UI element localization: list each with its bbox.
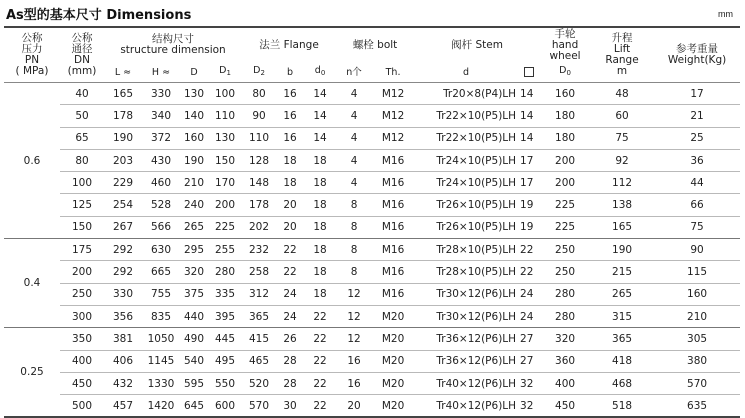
cell-dn: 65 [60, 127, 104, 149]
cell-b: 20 [276, 216, 304, 238]
cell-d0: 22 [304, 305, 336, 327]
cell-hw: 225 [540, 194, 590, 216]
cell-lift: 190 [590, 239, 654, 261]
cell-sq: 17 [518, 172, 540, 194]
cell-w: 160 [654, 283, 740, 305]
cell-w: 75 [654, 216, 740, 238]
table-row [4, 216, 740, 238]
cell-b: 16 [276, 83, 304, 105]
cell-stem: Tr24×10(P5)LH [414, 149, 518, 171]
table-container [4, 26, 740, 418]
cell-D2: 570 [242, 395, 276, 418]
cell-D1: 600 [208, 395, 242, 418]
cell-n: 4 [336, 83, 372, 105]
cell-D2: 80 [242, 83, 276, 105]
table-row [4, 194, 740, 216]
cell-sq: 27 [518, 328, 540, 350]
cell-D2: 128 [242, 149, 276, 171]
cell-th: M12 [372, 105, 414, 127]
cell-dn: 40 [60, 83, 104, 105]
cell-d0: 18 [304, 261, 336, 283]
cell-d0: 22 [304, 395, 336, 418]
cell-sq: 14 [518, 105, 540, 127]
cell-H: 528 [142, 194, 180, 216]
header-L: L ≈ [114, 66, 132, 78]
cell-d0: 18 [304, 283, 336, 305]
cell-H: 630 [142, 239, 180, 261]
cell-D1: 445 [208, 328, 242, 350]
cell-w: 570 [654, 372, 740, 394]
cell-d0: 18 [304, 194, 336, 216]
cell-w: 25 [654, 127, 740, 149]
table-row [4, 83, 740, 105]
cell-D: 295 [180, 239, 208, 261]
cell-H: 330 [142, 83, 180, 105]
cell-hw: 250 [540, 239, 590, 261]
cell-th: M16 [372, 149, 414, 171]
header-square [518, 62, 540, 83]
cell-D: 210 [180, 172, 208, 194]
header-row-1 [4, 27, 740, 62]
cell-th: M20 [372, 395, 414, 418]
cell-stem: Tr40×12(P6)LH [414, 372, 518, 394]
table-row [4, 350, 740, 372]
cell-w: 305 [654, 328, 740, 350]
header-d0: $d_0$ [314, 65, 326, 77]
cell-D2: 365 [242, 305, 276, 327]
cell-dn: 250 [60, 283, 104, 305]
cell-D: 130 [180, 83, 208, 105]
cell-sq: 22 [518, 261, 540, 283]
cell-th: M16 [372, 239, 414, 261]
cell-hw: 180 [540, 127, 590, 149]
cell-lift: 48 [590, 83, 654, 105]
cell-D2: 148 [242, 172, 276, 194]
cell-L: 190 [104, 127, 142, 149]
cell-D2: 90 [242, 105, 276, 127]
cell-H: 1145 [142, 350, 180, 372]
cell-b: 22 [276, 261, 304, 283]
cell-d0: 18 [304, 216, 336, 238]
cell-n: 20 [336, 395, 372, 418]
cell-H: 1330 [142, 372, 180, 394]
cell-H: 372 [142, 127, 180, 149]
cell-n: 4 [336, 127, 372, 149]
cell-lift: 165 [590, 216, 654, 238]
cell-b: 28 [276, 372, 304, 394]
cell-w: 66 [654, 194, 740, 216]
cell-n: 12 [336, 283, 372, 305]
cell-th: M20 [372, 372, 414, 394]
cell-H: 460 [142, 172, 180, 194]
table-row [4, 127, 740, 149]
cell-b: 24 [276, 283, 304, 305]
header-stem: 阀杆 Stem [451, 38, 503, 51]
header-handwheel: 手轮 hand wheel [549, 27, 581, 62]
cell-D1: 395 [208, 305, 242, 327]
cell-th: M20 [372, 350, 414, 372]
cell-n: 16 [336, 372, 372, 394]
cell-sq: 19 [518, 216, 540, 238]
cell-H: 430 [142, 149, 180, 171]
cell-w: 44 [654, 172, 740, 194]
cell-stem: Tr26×10(P5)LH [414, 194, 518, 216]
cell-D2: 110 [242, 127, 276, 149]
cell-b: 26 [276, 328, 304, 350]
cell-stem: Tr24×10(P5)LH [414, 172, 518, 194]
table-row [4, 105, 740, 127]
cell-L: 406 [104, 350, 142, 372]
cell-w: 90 [654, 239, 740, 261]
cell-L: 292 [104, 239, 142, 261]
cell-L: 292 [104, 261, 142, 283]
cell-w: 36 [654, 149, 740, 171]
cell-dn: 50 [60, 105, 104, 127]
cell-hw: 225 [540, 216, 590, 238]
table-row [4, 395, 740, 418]
cell-sq: 14 [518, 127, 540, 149]
page-title: As型的基本尺寸 Dimensions [6, 8, 192, 23]
header-pn: 公称 压力 PN ( MPa) [15, 32, 49, 77]
table-row [4, 261, 740, 283]
cell-w: 21 [654, 105, 740, 127]
table-row [4, 328, 740, 350]
cell-D2: 258 [242, 261, 276, 283]
cell-d0: 18 [304, 149, 336, 171]
cell-th: M16 [372, 261, 414, 283]
cell-D1: 495 [208, 350, 242, 372]
cell-H: 340 [142, 105, 180, 127]
cell-L: 229 [104, 172, 142, 194]
cell-dn: 125 [60, 194, 104, 216]
cell-hw: 180 [540, 105, 590, 127]
cell-w: 635 [654, 395, 740, 418]
square-symbol-icon [524, 67, 534, 77]
cell-D1: 100 [208, 83, 242, 105]
header-n: n个 [346, 66, 362, 78]
cell-b: 30 [276, 395, 304, 418]
cell-sq: 17 [518, 149, 540, 171]
cell-d0: 22 [304, 372, 336, 394]
cell-stem: Tr20×8(P4)LH [414, 83, 518, 105]
cell-n: 12 [336, 305, 372, 327]
table-row [4, 172, 740, 194]
cell-stem: Tr36×12(P6)LH [414, 328, 518, 350]
cell-D1: 170 [208, 172, 242, 194]
cell-D: 240 [180, 194, 208, 216]
cell-hw: 450 [540, 395, 590, 418]
cell-n: 16 [336, 350, 372, 372]
cell-D: 265 [180, 216, 208, 238]
cell-b: 18 [276, 149, 304, 171]
cell-L: 381 [104, 328, 142, 350]
cell-D2: 312 [242, 283, 276, 305]
cell-d0: 14 [304, 127, 336, 149]
cell-th: M20 [372, 328, 414, 350]
cell-H: 835 [142, 305, 180, 327]
cell-D: 140 [180, 105, 208, 127]
cell-L: 330 [104, 283, 142, 305]
cell-D1: 225 [208, 216, 242, 238]
cell-lift: 60 [590, 105, 654, 127]
cell-th: M16 [372, 283, 414, 305]
cell-D1: 255 [208, 239, 242, 261]
cell-L: 178 [104, 105, 142, 127]
header-flange: 法兰 Flange [259, 38, 319, 51]
cell-D1: 550 [208, 372, 242, 394]
cell-stem: Tr30×12(P6)LH [414, 283, 518, 305]
cell-D2: 202 [242, 216, 276, 238]
cell-hw: 280 [540, 305, 590, 327]
cell-w: 210 [654, 305, 740, 327]
cell-D: 440 [180, 305, 208, 327]
cell-H: 566 [142, 216, 180, 238]
cell-lift: 215 [590, 261, 654, 283]
header-d: d [463, 66, 470, 78]
table-body [4, 83, 740, 418]
table-row [4, 149, 740, 171]
cell-b: 20 [276, 194, 304, 216]
cell-L: 457 [104, 395, 142, 418]
cell-L: 356 [104, 305, 142, 327]
cell-dn: 500 [60, 395, 104, 418]
cell-b: 16 [276, 127, 304, 149]
header-D2: $D_2$ [253, 65, 265, 77]
cell-H: 665 [142, 261, 180, 283]
cell-d0: 22 [304, 328, 336, 350]
cell-dn: 175 [60, 239, 104, 261]
cell-L: 432 [104, 372, 142, 394]
cell-dn: 400 [60, 350, 104, 372]
cell-hw: 280 [540, 283, 590, 305]
header-D: D [190, 66, 198, 78]
cell-dn: 450 [60, 372, 104, 394]
cell-n: 8 [336, 216, 372, 238]
cell-d0: 18 [304, 239, 336, 261]
cell-d0: 22 [304, 350, 336, 372]
cell-th: M16 [372, 216, 414, 238]
cell-stem: Tr36×12(P6)LH [414, 350, 518, 372]
table-row [4, 239, 740, 261]
cell-lift: 92 [590, 149, 654, 171]
cell-D2: 520 [242, 372, 276, 394]
cell-th: M12 [372, 83, 414, 105]
cell-lift: 518 [590, 395, 654, 418]
cell-b: 16 [276, 105, 304, 127]
cell-lift: 418 [590, 350, 654, 372]
cell-lift: 75 [590, 127, 654, 149]
cell-n: 4 [336, 172, 372, 194]
cell-H: 1050 [142, 328, 180, 350]
cell-w: 17 [654, 83, 740, 105]
cell-stem: Tr40×12(P6)LH [414, 395, 518, 418]
cell-th: M16 [372, 172, 414, 194]
cell-b: 28 [276, 350, 304, 372]
cell-sq: 24 [518, 305, 540, 327]
cell-L: 267 [104, 216, 142, 238]
cell-D1: 280 [208, 261, 242, 283]
cell-D1: 130 [208, 127, 242, 149]
cell-dn: 300 [60, 305, 104, 327]
cell-L: 254 [104, 194, 142, 216]
pn-cell: 0.4 [4, 239, 60, 328]
cell-lift: 265 [590, 283, 654, 305]
cell-stem: Tr30×12(P6)LH [414, 305, 518, 327]
cell-d0: 14 [304, 105, 336, 127]
cell-D1: 335 [208, 283, 242, 305]
cell-L: 165 [104, 83, 142, 105]
cell-hw: 400 [540, 372, 590, 394]
cell-sq: 14 [518, 83, 540, 105]
cell-hw: 200 [540, 172, 590, 194]
cell-sq: 27 [518, 350, 540, 372]
cell-th: M12 [372, 127, 414, 149]
cell-w: 115 [654, 261, 740, 283]
cell-lift: 112 [590, 172, 654, 194]
cell-D: 320 [180, 261, 208, 283]
cell-n: 8 [336, 194, 372, 216]
cell-d0: 14 [304, 83, 336, 105]
cell-stem: Tr22×10(P5)LH [414, 127, 518, 149]
cell-n: 4 [336, 105, 372, 127]
cell-D: 540 [180, 350, 208, 372]
header-D0: $D_0$ [559, 65, 571, 77]
cell-lift: 365 [590, 328, 654, 350]
cell-sq: 32 [518, 372, 540, 394]
cell-hw: 160 [540, 83, 590, 105]
cell-stem: Tr28×10(P5)LH [414, 261, 518, 283]
table-row [4, 283, 740, 305]
cell-D2: 415 [242, 328, 276, 350]
cell-D2: 232 [242, 239, 276, 261]
table-row [4, 372, 740, 394]
header-dn: 公称 通径 DN (mm) [67, 32, 97, 77]
cell-lift: 138 [590, 194, 654, 216]
cell-th: M16 [372, 194, 414, 216]
cell-D: 645 [180, 395, 208, 418]
header-H: H ≈ [151, 66, 171, 78]
cell-dn: 200 [60, 261, 104, 283]
cell-lift: 468 [590, 372, 654, 394]
cell-D2: 178 [242, 194, 276, 216]
cell-D1: 110 [208, 105, 242, 127]
cell-hw: 320 [540, 328, 590, 350]
cell-b: 22 [276, 239, 304, 261]
pn-cell: 0.25 [4, 328, 60, 418]
pn-cell: 0.6 [4, 83, 60, 239]
cell-sq: 22 [518, 239, 540, 261]
cell-H: 755 [142, 283, 180, 305]
cell-D2: 465 [242, 350, 276, 372]
cell-th: M20 [372, 305, 414, 327]
cell-hw: 360 [540, 350, 590, 372]
unit-label: mm [718, 9, 733, 19]
cell-b: 18 [276, 172, 304, 194]
cell-stem: Tr28×10(P5)LH [414, 239, 518, 261]
cell-dn: 350 [60, 328, 104, 350]
cell-D1: 150 [208, 149, 242, 171]
cell-D1: 200 [208, 194, 242, 216]
cell-dn: 100 [60, 172, 104, 194]
cell-H: 1420 [142, 395, 180, 418]
cell-n: 8 [336, 261, 372, 283]
cell-D: 190 [180, 149, 208, 171]
cell-D: 160 [180, 127, 208, 149]
header-th: Th. [385, 66, 401, 78]
header-D1: $D_1$ [219, 65, 231, 77]
cell-n: 4 [336, 149, 372, 171]
cell-sq: 24 [518, 283, 540, 305]
cell-stem: Tr22×10(P5)LH [414, 105, 518, 127]
cell-b: 24 [276, 305, 304, 327]
header-bolt: 螺栓 bolt [352, 38, 398, 51]
cell-hw: 200 [540, 149, 590, 171]
cell-sq: 32 [518, 395, 540, 418]
header-structure: 结构尺寸 structure dimension [120, 33, 226, 56]
cell-L: 203 [104, 149, 142, 171]
cell-D: 375 [180, 283, 208, 305]
table-row [4, 305, 740, 327]
cell-sq: 19 [518, 194, 540, 216]
cell-hw: 250 [540, 261, 590, 283]
cell-lift: 315 [590, 305, 654, 327]
header-lift: 升程 Lift Range m [605, 32, 639, 77]
cell-w: 380 [654, 350, 740, 372]
header-weight: 参考重量 Weight(Kg) [667, 43, 727, 66]
cell-n: 8 [336, 239, 372, 261]
cell-dn: 150 [60, 216, 104, 238]
cell-dn: 80 [60, 149, 104, 171]
cell-n: 12 [336, 328, 372, 350]
dimensions-table [4, 26, 740, 418]
cell-D: 490 [180, 328, 208, 350]
header-b: b [287, 66, 294, 78]
cell-stem: Tr26×10(P5)LH [414, 216, 518, 238]
cell-D: 595 [180, 372, 208, 394]
cell-d0: 18 [304, 172, 336, 194]
